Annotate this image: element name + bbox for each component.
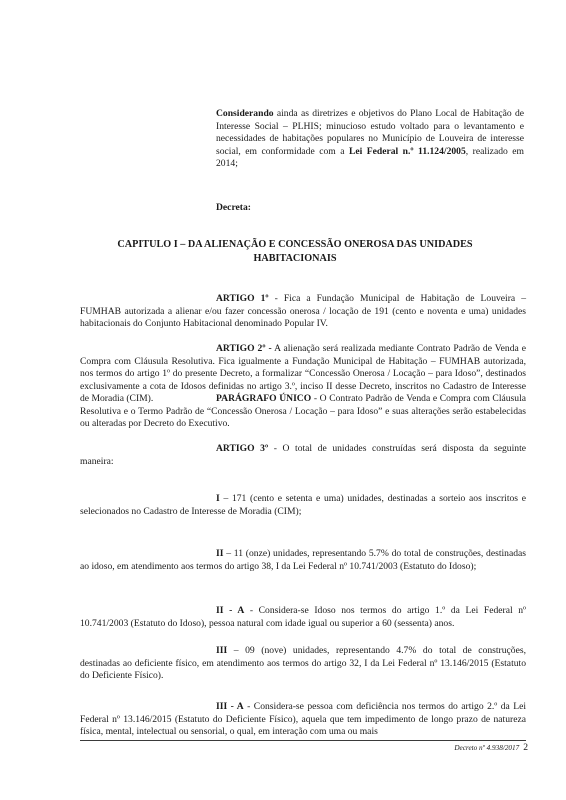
inciso-iii-a-text: - Considera-se pessoa com deficiência nos termos do artigo 2.º da Lei Federal nº 13.146/2015 (Estatuto do Deficiente Físico), aquela que tem impedimento de longo prazo de natureza física, mental, intelectual ou sensorial, o qual, em interação com uma ou mais bbox=[80, 701, 526, 738]
chapter-heading-line2: HABITACIONAIS bbox=[253, 253, 337, 264]
law-reference: Lei Federal n.º 11.124/2005 bbox=[348, 145, 466, 157]
paragrafo-unico-paragraph bbox=[80, 393, 526, 431]
inciso-ii-a-paragraph bbox=[80, 605, 526, 630]
page-number: 2 bbox=[523, 742, 528, 753]
inciso-iii-a-label: III - A bbox=[216, 701, 244, 712]
artigo-1-paragraph bbox=[80, 293, 526, 331]
inciso-i-label: I bbox=[216, 493, 220, 504]
inciso-i-text: – 171 (cento e setenta e uma) unidades, destinadas a sorteio aos inscritos e selecionados no Cadastro de Interesse de Moradia (CIM); bbox=[80, 493, 526, 517]
inciso-ii-text: – 11 (onze) unidades, representando 5.7% do total de construções, destinadas ao idoso, em atendimento aos termos do artigo 38, I da Lei Federal nº 10.741/2003 (Estatuto do Idoso); bbox=[80, 548, 526, 572]
considerando-lead: Considerando bbox=[216, 108, 274, 119]
artigo-1-text: - Fica a Fundação Municipal de Habitação de Louveira – FUMHAB autorizada a alienar e/ou fazer concessão onerosa / locação de 191 (cento e noventa e uma) unidades habitacionais do Conjunto Habitacional denominado Popular IV. bbox=[80, 293, 526, 330]
inciso-iii-text: – 09 (nove) unidades, representando 4.7% do total de construções, destinadas ao deficiente físico, em atendimento aos termos do artigo 32, I da Lei Federal nº 13.146/2015 (Estatuto do Deficiente Físico). bbox=[80, 645, 526, 682]
artigo-1-label: ARTIGO 1º bbox=[216, 293, 269, 304]
paragrafo-unico-text: - O Contrato Padrão de Venda e Compra com Cláusula Resolutiva e o Termo Padrão de “Concessão Onerosa / Locação – para Idoso” e suas alterações serão estabelecidas ou alteradas por Decreto do Executivo. bbox=[80, 393, 526, 430]
considerando-text-end: , realizado em 2014; bbox=[216, 145, 524, 170]
artigo-3-paragraph bbox=[80, 443, 526, 468]
inciso-ii-a-text: - Considera-se Idoso nos termos do artigo 1.º da Lei Federal nº 10.741/2003 (Estatuto do Idoso), pessoa natural com idade igual ou superior a 60 (sessenta) anos. bbox=[80, 605, 527, 629]
considerando-text: ainda as diretrizes e objetivos do Plano Local de Habitação de Interesse Social – PLHIS; minucioso estudo voltado para o levantamento e necessidades de habitações populares no Município de Louveira de interesse social, em conformidade com a bbox=[216, 108, 524, 157]
inciso-iii-label: III bbox=[216, 645, 228, 656]
inciso-iii-paragraph bbox=[80, 645, 526, 683]
chapter-heading bbox=[60, 238, 530, 266]
page-footer bbox=[454, 742, 528, 755]
artigo-2-label: ARTIGO 2º - bbox=[216, 343, 272, 354]
inciso-iii-a-paragraph bbox=[80, 701, 526, 739]
inciso-ii-paragraph bbox=[80, 548, 526, 573]
artigo-3-text: - O total de unidades construídas será disposta da seguinte maneira: bbox=[80, 443, 526, 467]
footer-rule bbox=[80, 740, 526, 741]
artigo-3-label: ARTIGO 3º bbox=[216, 443, 269, 454]
decreta-heading: Decreta: bbox=[216, 202, 251, 213]
artigo-2-text: A alienação será realizada mediante Contrato Padrão de Venda e Compra com Cláusula Resolutiva. Fica igualmente a Fundação Municipal de Habitação – FUMHAB autorizada, nos termos do artigo 1º do presente Decreto, a formalizar “Concessão Onerosa / Locação – para Idoso”, destinados exclusivamente a cota de Idosos definidas no artigo 3.º, inciso II desse Decreto, inscritos no Cadastro de Interesse de Moradia (CIM). bbox=[80, 343, 526, 405]
inciso-ii-label: II bbox=[216, 548, 224, 559]
decree-reference: Decreto nº 4.938/2017 bbox=[454, 744, 520, 752]
considerando-paragraph bbox=[216, 108, 524, 171]
chapter-heading-line1: CAPITULO I – DA ALIENAÇÃO E CONCESSÃO ONEROSA DAS UNIDADES bbox=[117, 239, 473, 250]
paragrafo-unico-label: PARÁGRAFO ÚNICO bbox=[216, 393, 312, 404]
inciso-i-paragraph bbox=[80, 493, 526, 518]
inciso-ii-a-label: II - A bbox=[216, 605, 245, 616]
